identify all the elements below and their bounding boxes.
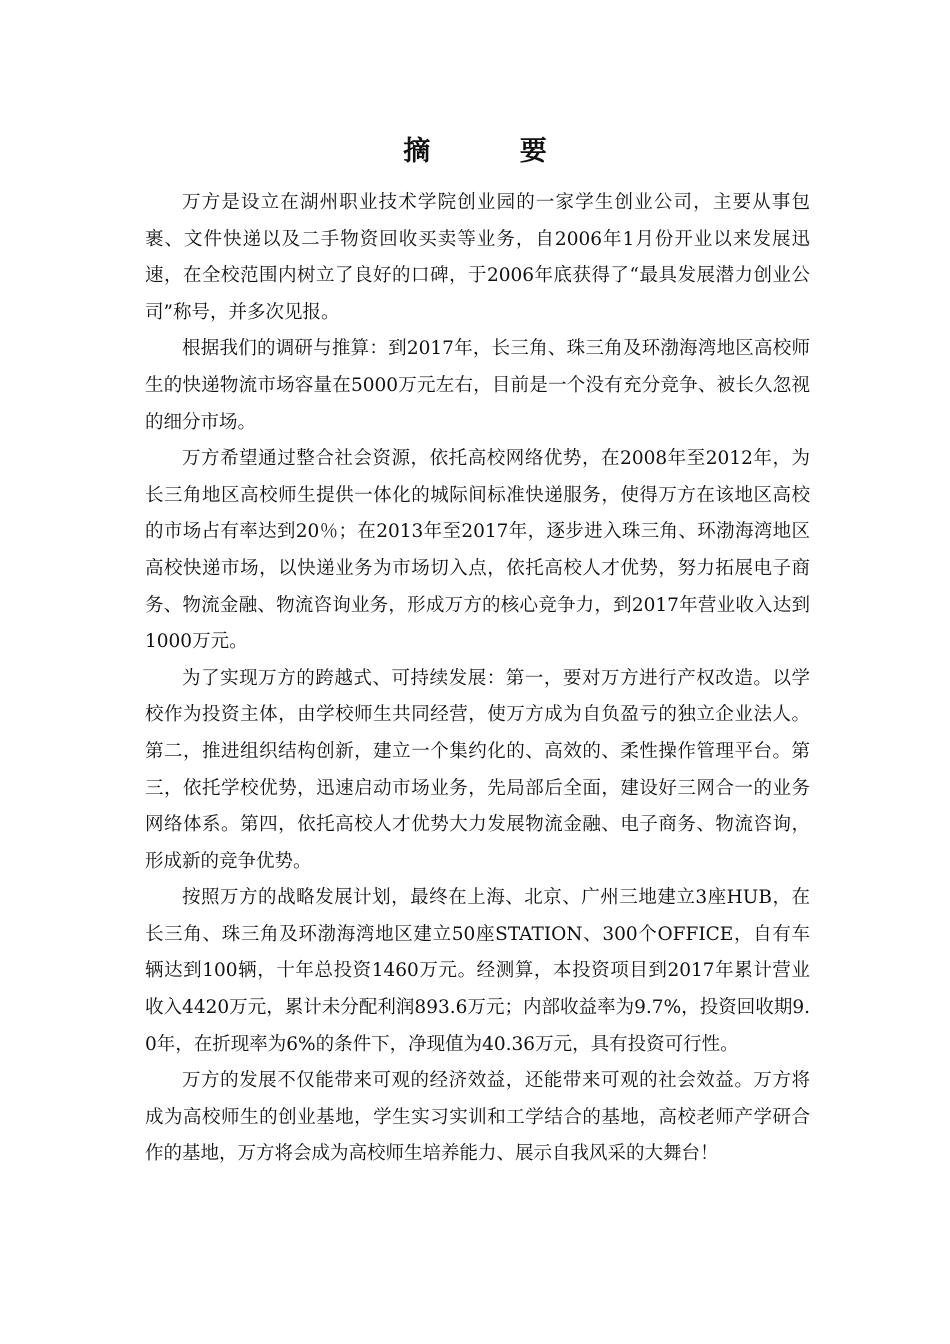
paragraph-company-intro: 万方是设立在湖州职业技术学院创业园的一家学生创业公司，主要从事包裹、文件快递以及二手物资回收买卖等业务，自2006年1月份开业以来发展迅速，在全校范围内树立了良好的口碑，于2006年底获得了“最具发展潜力创业公司”称号，并多次见报。	[145, 192, 810, 323]
paragraph-development-steps: 为了实现万方的跨越式、可持续发展：第一，要对万方进行产权改造。以学校作为投资主体，由学校师生共同经营，使万方成为自负盈亏的独立企业法人。第二，推进组织结构创新，建立一个集约化的、高效的、柔性操作管理平台。第三，依托学校优势，迅速启动市场业务，先局部后全面，建设好三网合一的业务网络体系。第四，依托高校人才优势大力发展物流金融、电子商务、物流咨询，形成新的竞争优势。	[145, 667, 810, 872]
paragraph-market-research: 根据我们的调研与推算：到2017年，长三角、珠三角及环渤海湾地区高校师生的快递物流市场容量在5000万元左右，目前是一个没有充分竞争、被长久忽视的细分市场。	[145, 338, 810, 433]
paragraph-social-benefit: 万方的发展不仅能带来可观的经济效益，还能带来可观的社会效益。万方将成为高校师生的创业基地，学生实习实训和工学结合的基地，高校老师产学研合作的基地，万方将会成为高校师生培养能力、展示自我风采的大舞台！	[145, 1070, 810, 1165]
paragraph-strategy: 万方希望通过整合社会资源，依托高校网络优势，在2008年至2012年，为长三角地区高校师生提供一体化的城际间标准快递服务，使得万方在该地区高校的市场占有率达到20％；在2013年至2017年，逐步进入珠三角、环渤海湾地区高校快递市场，以快递业务为市场切入点，依托高校人才优势，努力拓展电子商务、物流金融、物流咨询业务，形成万方的核心竞争力，到2017年营业收入达到1000万元。	[145, 448, 810, 653]
abstract-body	[145, 185, 810, 1173]
paragraph-investment-plan: 按照万方的战略发展计划，最终在上海、北京、广州三地建立3座HUB，在长三角、珠三角及环渤海湾地区建立50座STATION、300个OFFICE，自有车辆达到100辆，十年总投资1460万元。经测算，本投资项目到2017年累计营业收入4420万元，累计未分配利润893.6万元；内部收益率为9.7%，投资回收期9.0年，在折现率为6%的条件下，净现值为40.36万元，具有投资可行性。	[145, 887, 810, 1055]
page-title: 摘 要	[403, 136, 587, 167]
